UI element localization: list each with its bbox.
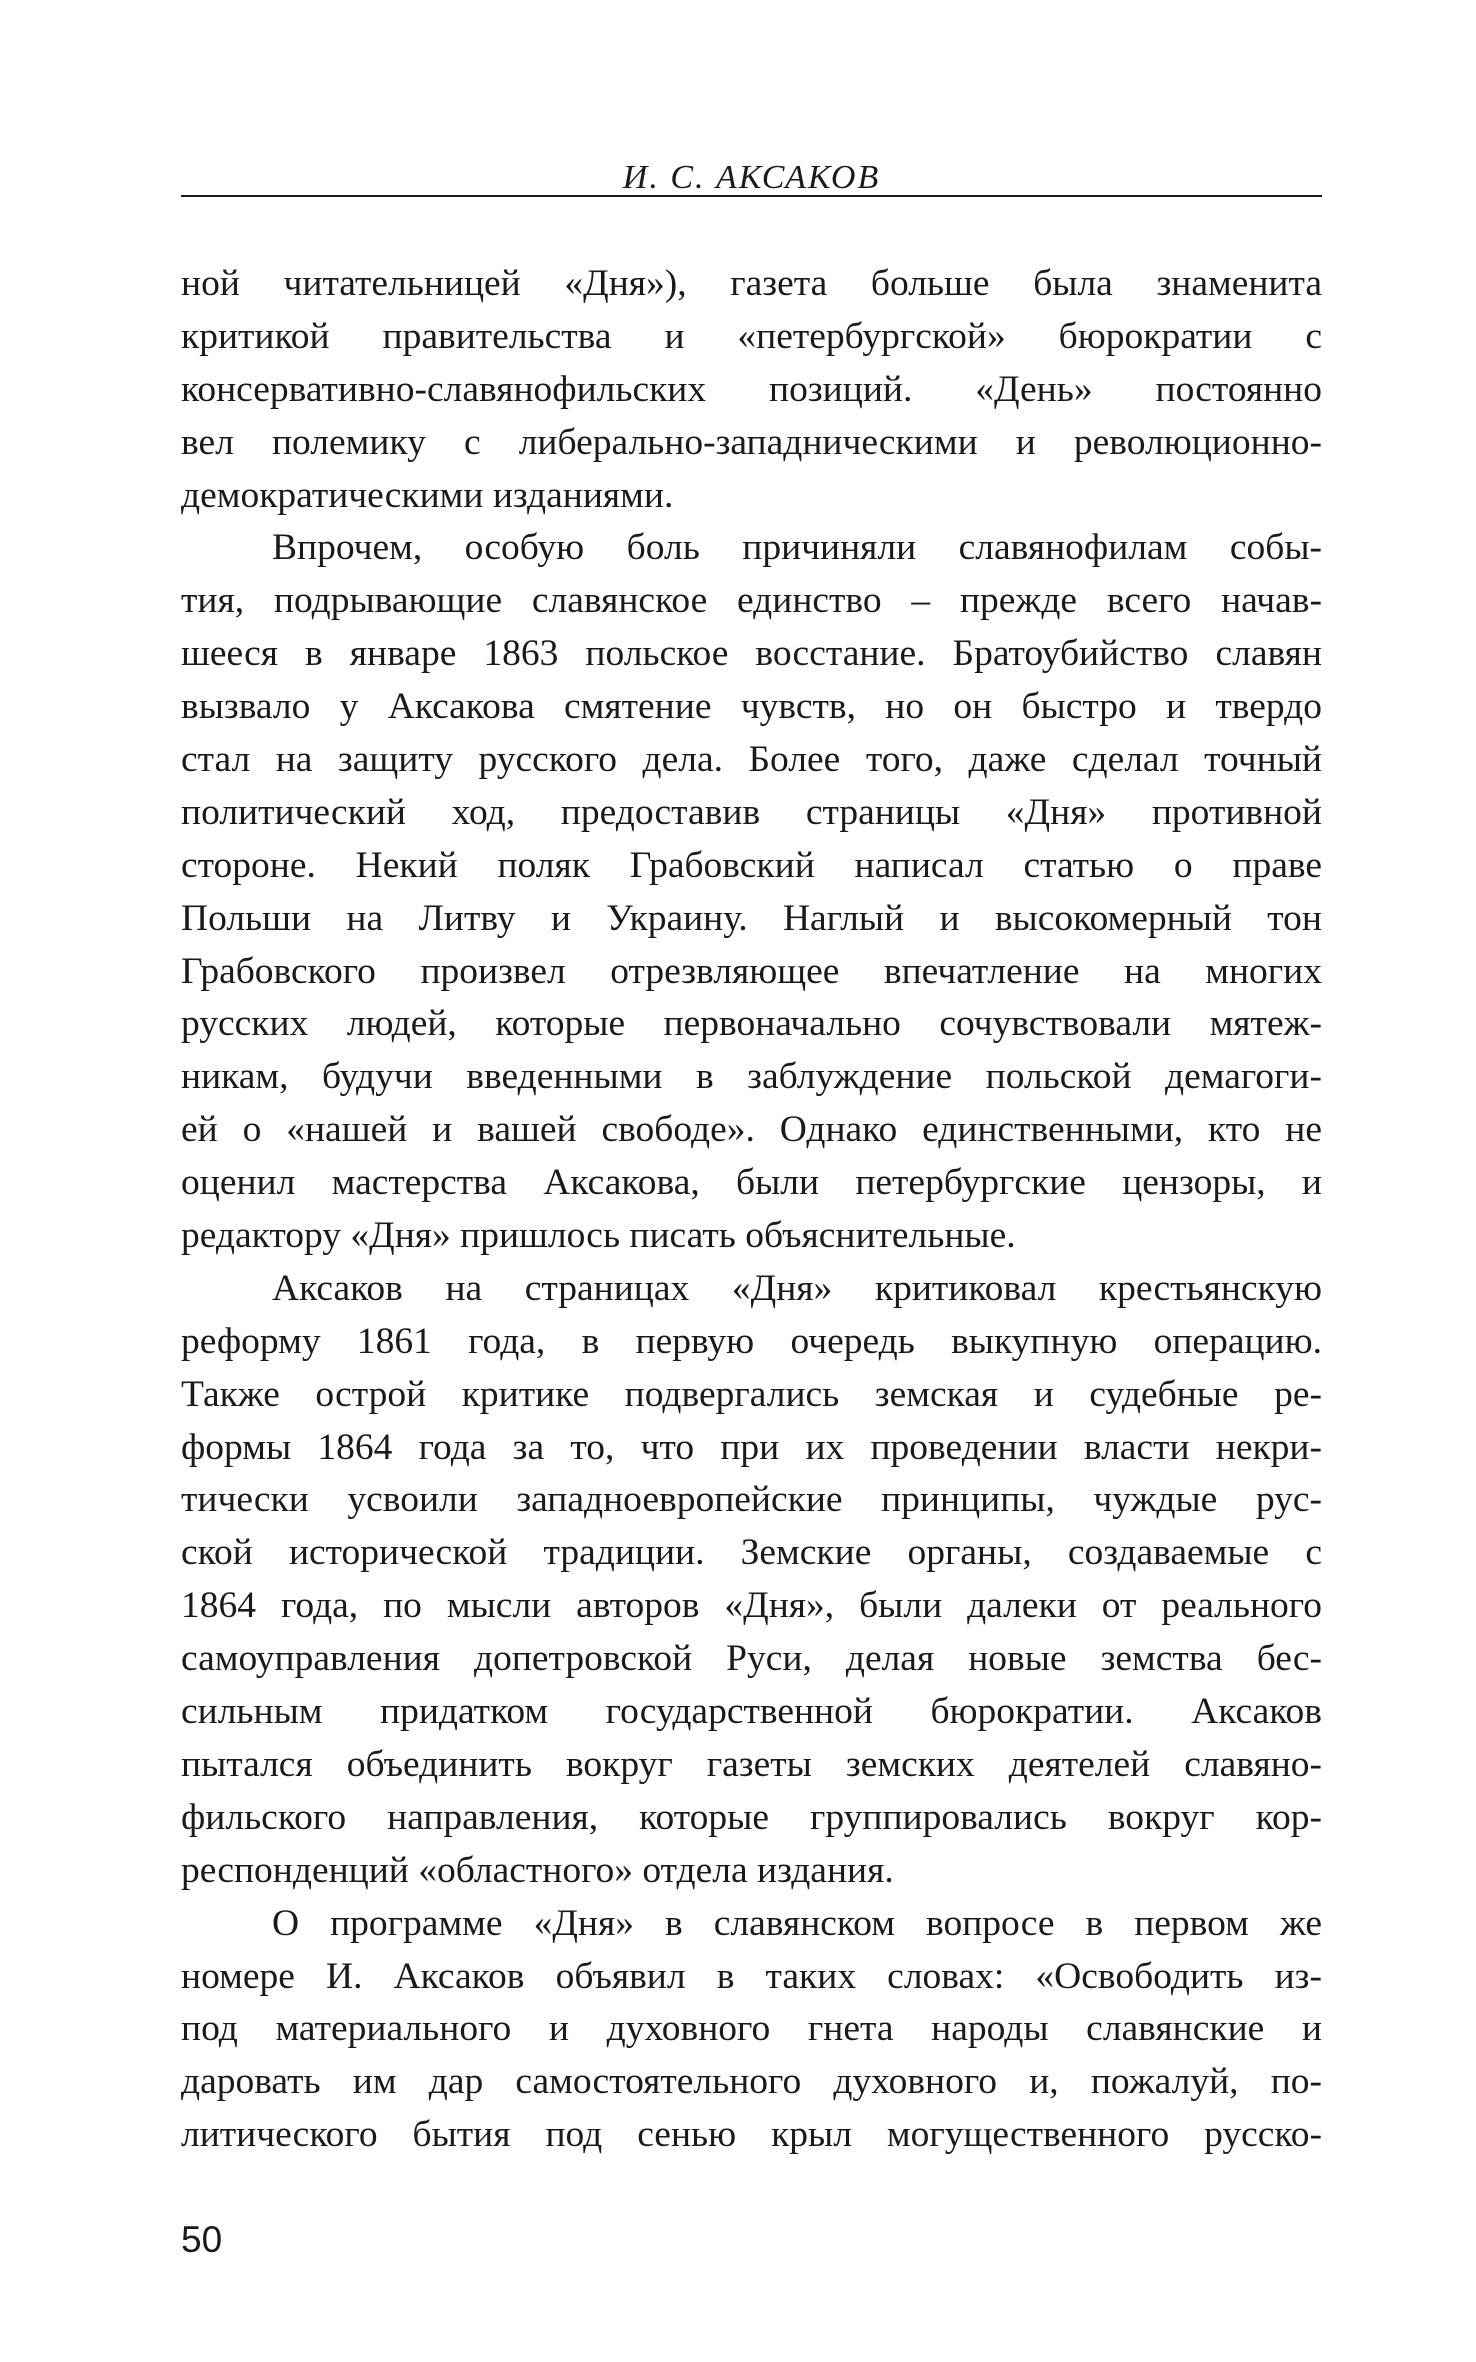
paragraph bbox=[181, 1263, 1322, 1898]
text-line: Аксаков на страницах «Дня» критиковал крестьянскую bbox=[272, 1267, 1322, 1309]
text-line: самоуправления допетровской Руси, делая новые земства бес- bbox=[181, 1638, 1322, 1680]
body-text bbox=[181, 258, 1322, 2162]
text-line: фильского направления, которые группировались вокруг кор- bbox=[181, 1796, 1322, 1838]
text-line: вызвало у Аксакова смятение чувств, но он быстро и твердо bbox=[181, 686, 1322, 728]
text-line: стал на защиту русского дела. Более того, даже сделал точный bbox=[181, 739, 1322, 781]
text-line: демократическими изданиями. bbox=[181, 474, 674, 516]
text-line: редактору «Дня» пришлось писать объяснительные. bbox=[181, 1215, 1016, 1257]
text-line: шееся в январе 1863 польское восстание. Братоубийство славян bbox=[181, 633, 1322, 675]
paragraph bbox=[181, 522, 1322, 1262]
text-line: стороне. Некий поляк Грабовский написал статью о праве bbox=[181, 844, 1322, 886]
text-line: даровать им дар самостоятельного духовного и, пожалуй, по- bbox=[181, 2061, 1322, 2103]
text-line: респонденций «областного» отдела издания. bbox=[181, 1849, 894, 1891]
text-line: тия, подрывающие славянское единство – прежде всего начав- bbox=[181, 580, 1322, 622]
text-line: Впрочем, особую боль причиняли славянофилам собы- bbox=[272, 527, 1322, 569]
text-line: О программе «Дня» в славянском вопросе в первом же bbox=[272, 1902, 1322, 1944]
text-line: ской исторической традиции. Земские органы, создаваемые с bbox=[181, 1532, 1322, 1574]
text-line: номере И. Аксаков объявил в таких словах: «Освободить из- bbox=[181, 1955, 1322, 1997]
text-line: Также острой критике подвергались земская и судебные ре- bbox=[181, 1373, 1322, 1415]
text-line: Грабовского произвел отрезвляющее впечатление на многих bbox=[181, 950, 1322, 992]
text-line: консервативно-славянофильских позиций. «День» постоянно bbox=[181, 368, 1322, 410]
text-line: пытался объединить вокруг газеты земских деятелей славяно- bbox=[181, 1743, 1322, 1785]
text-line: формы 1864 года за то, что при их проведении власти некри- bbox=[181, 1426, 1322, 1468]
text-line: критикой правительства и «петербургской» бюрократии с bbox=[181, 315, 1322, 357]
paragraph bbox=[181, 1898, 1322, 2162]
text-line: ной читательницей «Дня»), газета больше была знаменита bbox=[181, 263, 1322, 304]
text-line: тически усвоили западноевропейские принципы, чуждые рус- bbox=[181, 1479, 1322, 1521]
paragraph bbox=[181, 258, 1322, 522]
text-line: политический ход, предоставив страницы «Дня» противной bbox=[181, 791, 1322, 833]
text-line: никам, будучи введенными в заблуждение польской демагоги- bbox=[181, 1056, 1322, 1098]
text-line: литического бытия под сенью крыл могущественного русско- bbox=[181, 2114, 1322, 2156]
page-number: 50 bbox=[181, 2219, 223, 2260]
text-line: ей о «нашей и вашей свободе». Однако единственными, кто не bbox=[181, 1109, 1322, 1151]
text-line: Польши на Литву и Украину. Наглый и высокомерный тон bbox=[181, 897, 1322, 939]
header-rule bbox=[181, 195, 1322, 197]
text-line: оценил мастерства Аксакова, были петербургские цензоры, и bbox=[181, 1162, 1322, 1204]
text-line: вел полемику с либерально-западническими и революционно- bbox=[181, 421, 1322, 463]
text-line: 1864 года, по мысли авторов «Дня», были далеки от реального bbox=[181, 1585, 1322, 1627]
text-line: реформу 1861 года, в первую очередь выкупную операцию. bbox=[181, 1320, 1322, 1362]
text-line: сильным придатком государственной бюрократии. Аксаков bbox=[181, 1691, 1322, 1733]
text-line: русских людей, которые первоначально сочувствовали мятеж- bbox=[181, 1003, 1322, 1045]
text-line: под материального и духовного гнета народы славянские и bbox=[181, 2008, 1322, 2050]
running-head: И. С. АКСАКОВ bbox=[622, 159, 881, 196]
